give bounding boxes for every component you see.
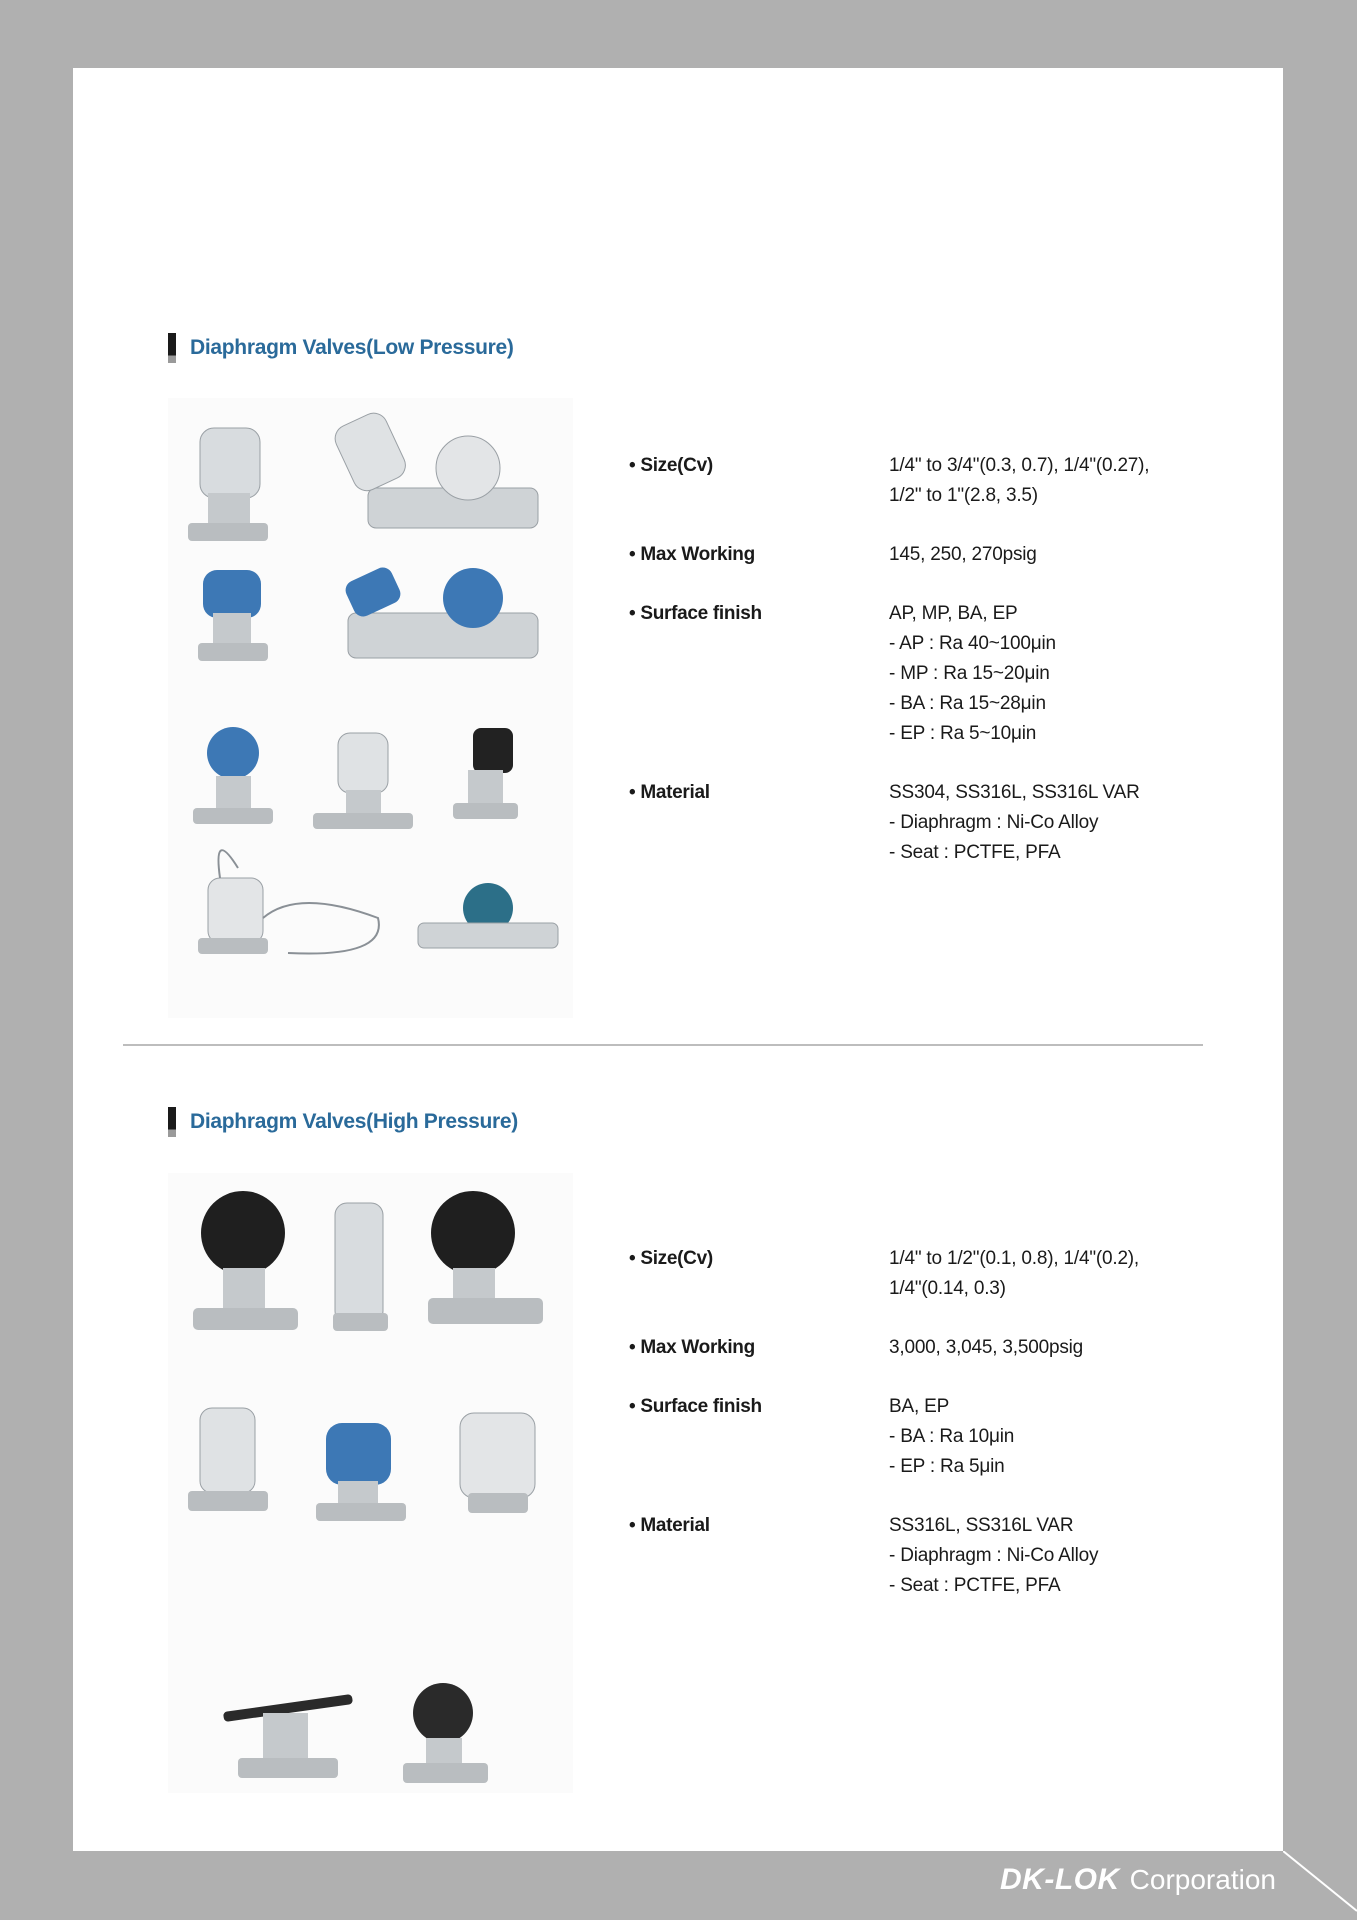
valve-icon xyxy=(333,1203,388,1331)
valve-icon xyxy=(460,1413,535,1513)
spec-value: 145, 250, 270psig xyxy=(889,544,1037,565)
valve-icon xyxy=(418,883,558,948)
spec-values xyxy=(889,599,1229,749)
spec-label: • Material xyxy=(629,782,710,803)
valve-icon xyxy=(316,1423,406,1521)
spec-values xyxy=(889,540,1229,570)
spec-value: 1/4" to 3/4"(0.3, 0.7), 1/4"(0.27), xyxy=(889,455,1150,476)
spec-value: - MP : Ra 15~20μin xyxy=(889,663,1050,684)
spec-row xyxy=(629,1392,1229,1482)
spec-value: - EP : Ra 5μin xyxy=(889,1456,1005,1477)
section-title-low-pressure xyxy=(168,333,514,363)
spec-label: • Material xyxy=(629,1515,710,1536)
spec-row xyxy=(629,1511,1229,1601)
spec-label: • Size(Cv) xyxy=(629,455,713,476)
valve-icon xyxy=(188,428,268,541)
catalog-page xyxy=(73,68,1283,1851)
spec-label: • Size(Cv) xyxy=(629,1248,713,1269)
spec-values xyxy=(889,1511,1229,1601)
spec-row xyxy=(629,599,1229,749)
spec-value: 1/4" to 1/2"(0.1, 0.8), 1/4"(0.2), xyxy=(889,1248,1140,1269)
spec-value: 1/2" to 1"(2.8, 3.5) xyxy=(889,485,1038,506)
section-title-text: Diaphragm Valves(High Pressure) xyxy=(190,1110,518,1133)
title-marker-icon xyxy=(168,1107,176,1137)
valve-icon xyxy=(331,409,538,528)
spec-value: BA, EP xyxy=(889,1396,950,1417)
valve-photo-group xyxy=(168,1173,573,1793)
spec-value: AP, MP, BA, EP xyxy=(889,603,1018,624)
title-marker-icon xyxy=(168,333,176,363)
spec-value: SS316L, SS316L VAR xyxy=(889,1515,1074,1536)
spec-label: • Max Working xyxy=(629,1337,755,1358)
spec-value: - Diaphragm : Ni-Co Alloy xyxy=(889,1545,1099,1566)
spec-label: • Surface finish xyxy=(629,603,762,624)
spec-value: - Diaphragm : Ni-Co Alloy xyxy=(889,812,1099,833)
spec-list-high-pressure xyxy=(629,1244,1229,1630)
product-photo-low-pressure xyxy=(168,398,573,1018)
brand-suffix: Corporation xyxy=(1129,1864,1276,1895)
spec-values xyxy=(889,1392,1229,1482)
spec-value: 1/4"(0.14, 0.3) xyxy=(889,1278,1006,1299)
spec-values xyxy=(889,778,1229,868)
valve-icon xyxy=(223,1694,353,1778)
valve-icon xyxy=(342,564,538,658)
brand-logo: DK-LOK xyxy=(1000,1863,1120,1896)
spec-value: - EP : Ra 5~10μin xyxy=(889,723,1037,744)
product-photo-high-pressure xyxy=(168,1173,573,1793)
page-corner-icon xyxy=(1283,1851,1357,1920)
spec-label: • Surface finish xyxy=(629,1396,762,1417)
valve-icon xyxy=(198,570,268,661)
section-divider xyxy=(123,1044,1203,1046)
footer-brand xyxy=(1000,1863,1276,1899)
valve-photo-group xyxy=(168,398,573,1018)
spec-value: - BA : Ra 10μin xyxy=(889,1426,1015,1447)
spec-value: - Seat : PCTFE, PFA xyxy=(889,1575,1061,1596)
spec-label: • Max Working xyxy=(629,544,755,565)
spec-row xyxy=(629,451,1229,511)
valve-icon xyxy=(428,1191,543,1324)
spec-row xyxy=(629,1244,1229,1304)
valve-icon xyxy=(193,1191,298,1330)
spec-values xyxy=(889,1333,1229,1363)
spec-value: - BA : Ra 15~28μin xyxy=(889,693,1046,714)
spec-list-low-pressure xyxy=(629,451,1229,897)
spec-values xyxy=(889,451,1229,511)
valve-icon xyxy=(453,728,518,819)
spec-value: 3,000, 3,045, 3,500psig xyxy=(889,1337,1084,1358)
spec-values xyxy=(889,1244,1229,1304)
spec-value: - Seat : PCTFE, PFA xyxy=(889,842,1061,863)
valve-icon xyxy=(188,1408,268,1511)
spec-value: SS304, SS316L, SS316L VAR xyxy=(889,782,1140,803)
valve-icon xyxy=(193,727,273,824)
spec-value: - AP : Ra 40~100μin xyxy=(889,633,1056,654)
spec-row xyxy=(629,778,1229,868)
section-title-high-pressure xyxy=(168,1107,518,1137)
spec-row xyxy=(629,540,1229,570)
valve-icon xyxy=(198,850,379,954)
section-title-text: Diaphragm Valves(Low Pressure) xyxy=(190,336,514,359)
spec-row xyxy=(629,1333,1229,1363)
valve-icon xyxy=(313,733,413,829)
valve-icon xyxy=(403,1683,488,1783)
